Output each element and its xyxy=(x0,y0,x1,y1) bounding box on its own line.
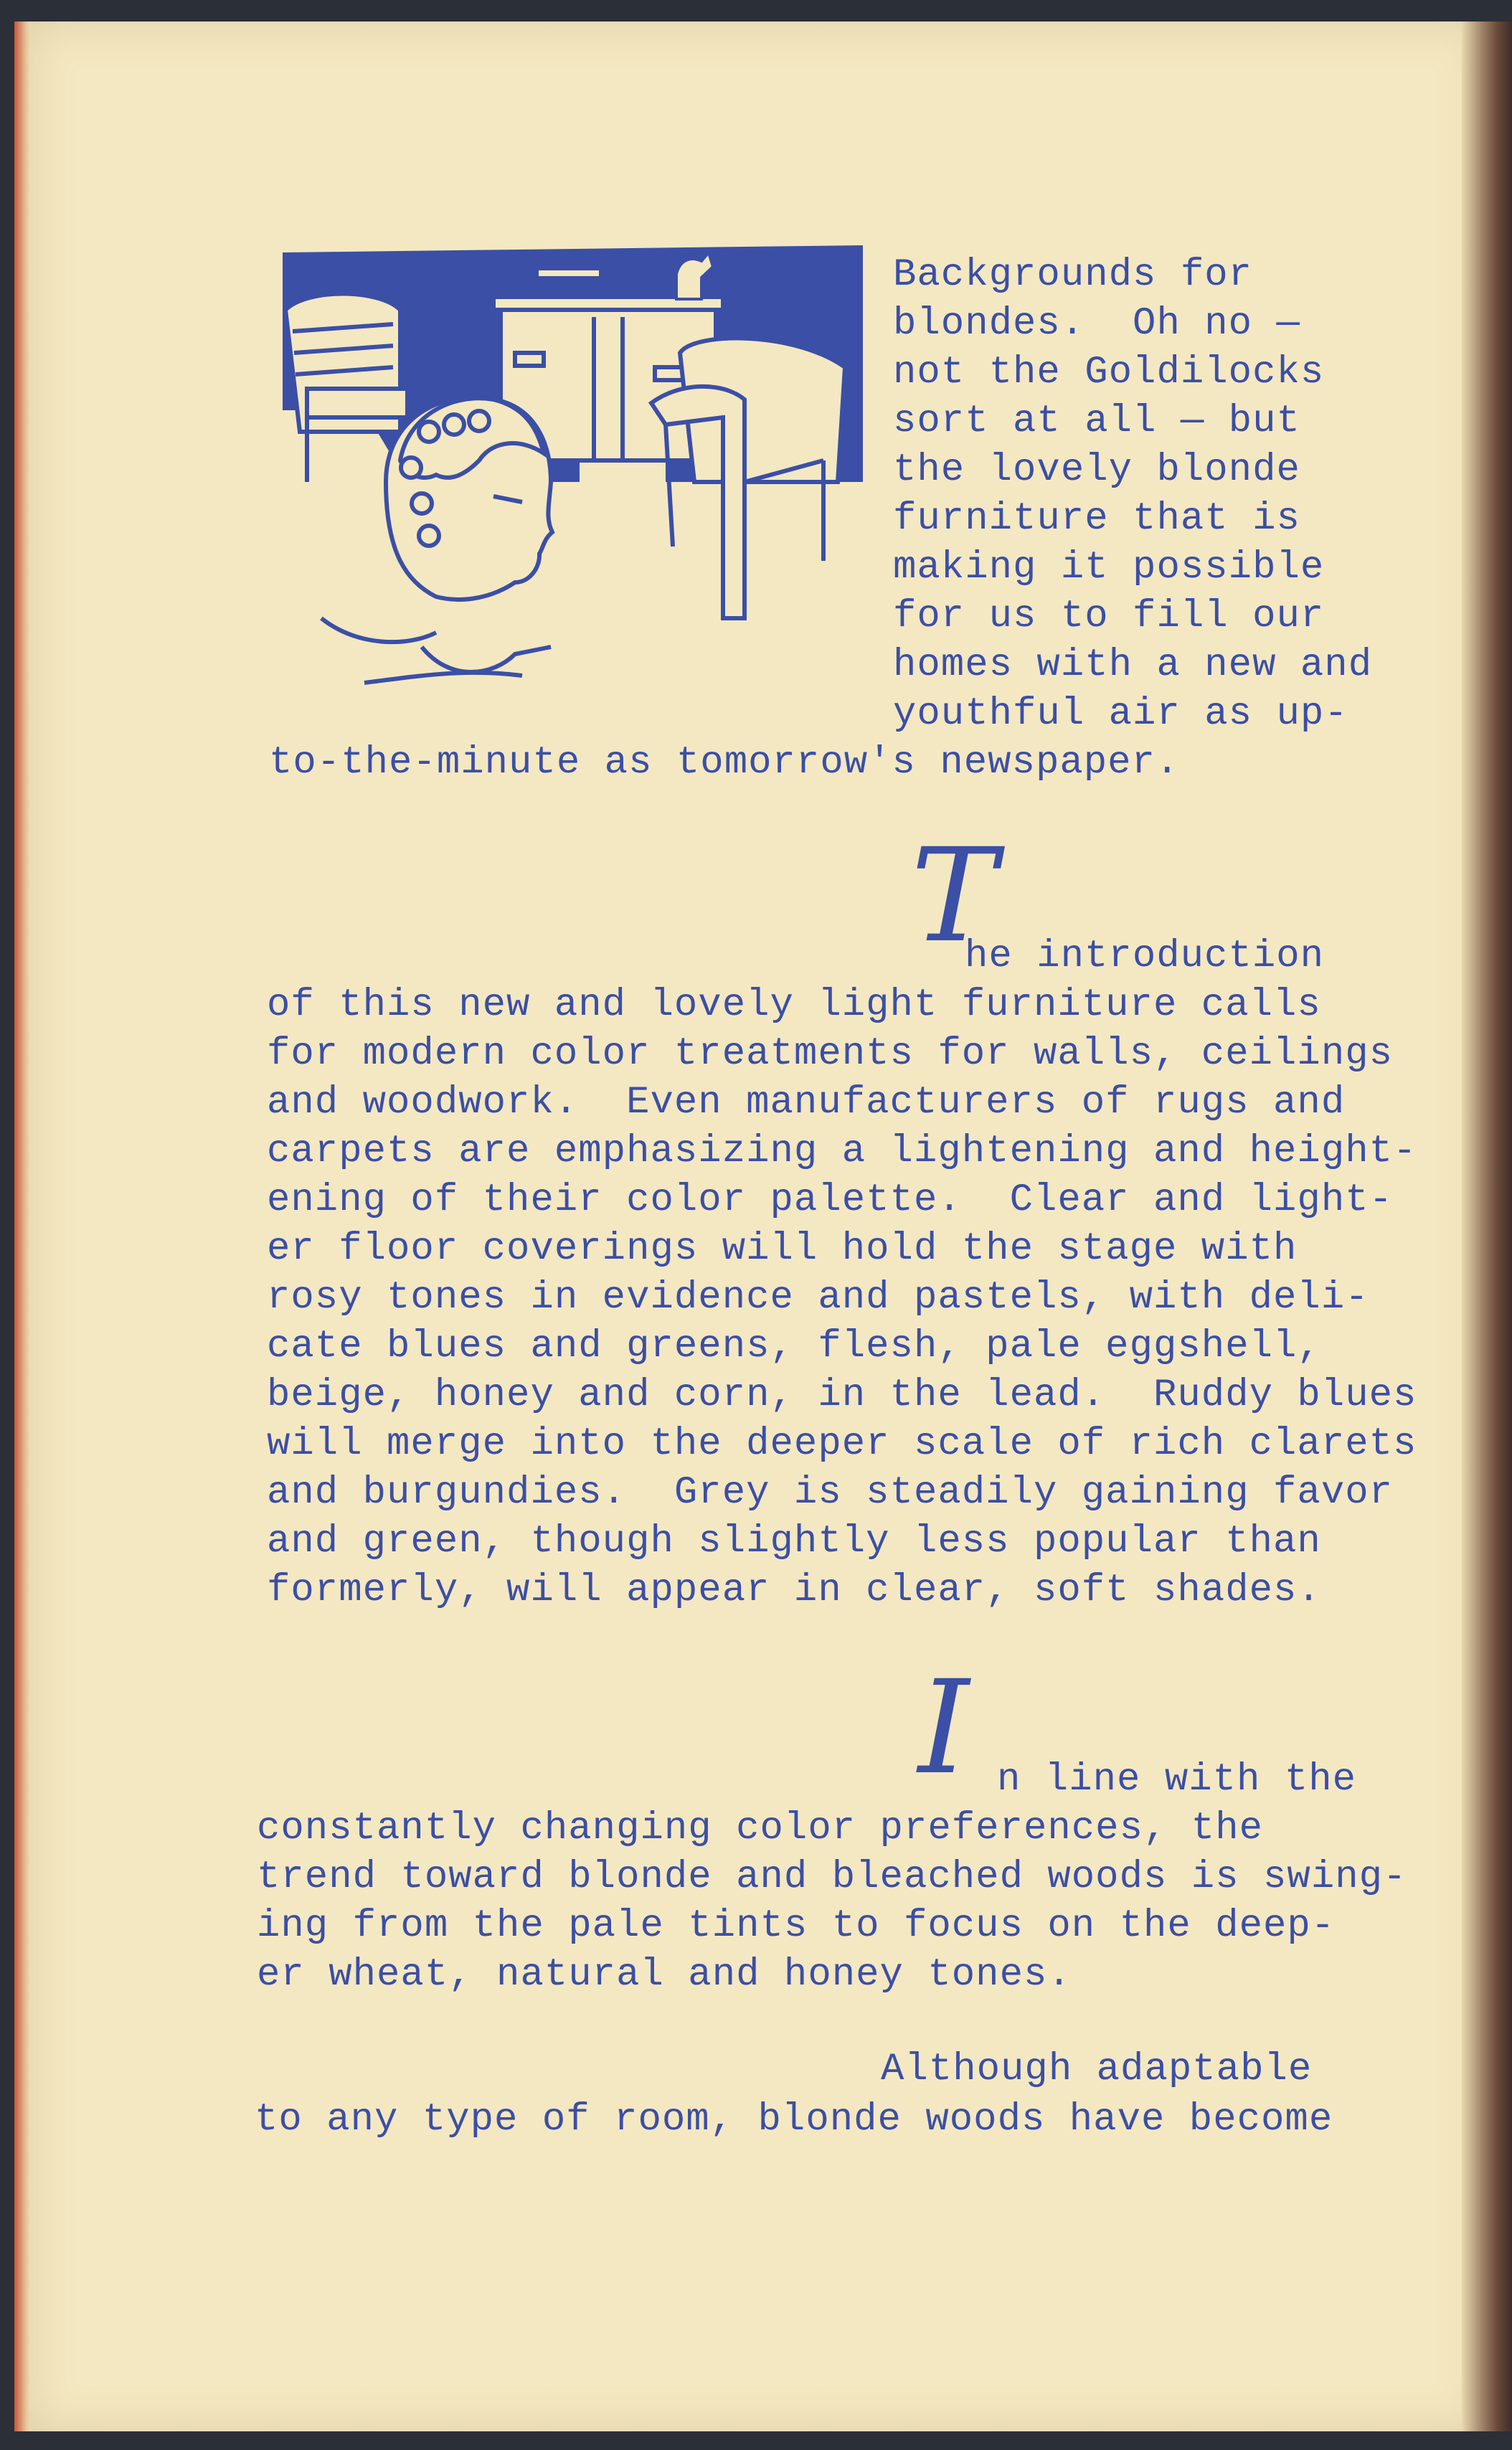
intro-line: to-the-minute as tomorrow's newspaper. xyxy=(269,741,1180,785)
intro-line: not the Goldilocks xyxy=(893,351,1325,394)
intro-line: the lovely blonde xyxy=(893,448,1300,492)
paragraph-line: he introduction xyxy=(965,935,1325,978)
paragraph-line: er wheat, natural and honey tones. xyxy=(257,1953,1072,1997)
intro-line: blondes. Oh no — xyxy=(893,302,1300,346)
paragraph-line: to any type of room, blonde woods have become xyxy=(255,2098,1333,2142)
paragraph-line: constantly changing color preferences, the xyxy=(257,1807,1264,1850)
paragraph-line: ing from the pale tints to focus on the deep- xyxy=(257,1904,1336,1948)
paragraph-line: trend toward blonde and bleached woods is swing- xyxy=(257,1855,1407,1899)
paragraph-line: er floor coverings will hold the stage with xyxy=(267,1227,1298,1271)
book-binding-edge xyxy=(1462,22,1512,2431)
paragraph-line: will merge into the deeper scale of rich clarets xyxy=(267,1422,1417,1466)
intro-line: sort at all — but xyxy=(893,399,1300,443)
paragraph-line: rosy tones in evidence and pastels, with deli- xyxy=(267,1276,1369,1320)
intro-line: making it possible xyxy=(893,546,1325,590)
intro-line: homes with a new and xyxy=(893,643,1373,687)
paragraph-line: formerly, will appear in clear, soft shades. xyxy=(267,1569,1321,1612)
paragraph-line: ening of their color palette. Clear and light- xyxy=(267,1178,1394,1222)
paragraph-line: beige, honey and corn, in the lead. Ruddy blues xyxy=(267,1373,1417,1417)
drop-cap-t: T xyxy=(911,821,998,971)
paragraph-line: of this new and lovely light furniture calls xyxy=(267,983,1321,1027)
intro-line: for us to fill our xyxy=(893,595,1325,638)
intro-line: youthful air as up- xyxy=(893,692,1348,736)
paragraph-line: and green, though slightly less popular than xyxy=(267,1520,1321,1564)
paragraph-line: n line with the xyxy=(997,1758,1357,1802)
paragraph-line: for modern color treatments for walls, ceilings xyxy=(267,1032,1394,1076)
blonde-furniture-illustration-icon xyxy=(278,245,863,690)
paragraph-line: Although adaptable xyxy=(881,2048,1313,2091)
paragraph-line: cate blues and greens, flesh, pale eggshell, xyxy=(267,1325,1321,1368)
drop-cap-i: I xyxy=(918,1653,970,1803)
paragraph-line: carpets are emphasizing a lightening and height- xyxy=(267,1130,1417,1173)
paragraph-line: and burgundies. Grey is steadily gaining favor xyxy=(267,1471,1394,1515)
paragraph-line: and woodwork. Even manufacturers of rugs and xyxy=(267,1081,1346,1125)
intro-line: furniture that is xyxy=(893,497,1300,541)
intro-line: Backgrounds for xyxy=(893,253,1253,297)
